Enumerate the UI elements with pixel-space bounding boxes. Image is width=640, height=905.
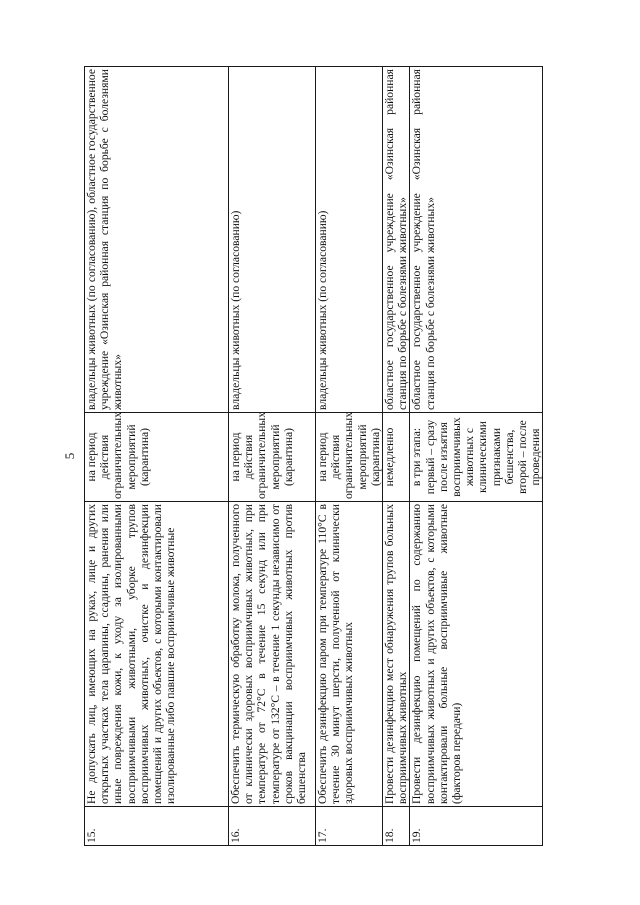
- measure-responsible: владельцы животных (по согласованию), областное государственное учреждение «Озинская районная станция по борьбе с болезнями животных»: [85, 67, 229, 413]
- measure-term: в три этапа: первый – сразу после изъятия восприимчивых животных с клиническими признаками бешенства, второй – после проведения: [410, 413, 543, 502]
- measure-description: Обеспечить дезинфекцию паром при температуре 110°С в течение 30 минут шерсти, полученной от клинически здоровых восприимчивых животных: [316, 502, 383, 807]
- page-number: 5: [62, 452, 77, 460]
- measure-description: Не допускать лиц, имеющих на руках, лице и других открытых участках тела царапины, ссадины, ранения или иные повреждения кожи, к уходу за изолированными восприимчивыми животными, уборке трупов восприимчивых животных, очистке и дезинфекции помещений и других объектов, с которыми контактировали изолированные либо павшие восприимчивые животные: [85, 502, 229, 807]
- row-number: 16.: [229, 807, 316, 846]
- measure-description: Провести дезинфекцию помещений по содержанию восприимчивых животных и других объектов, с которыми контактировали больные восприимчивые животные (факторов передачи): [410, 502, 543, 807]
- table-row: [383, 67, 410, 846]
- measure-responsible: владельцы животных (по согласованию): [229, 67, 316, 413]
- table-row: [85, 67, 229, 846]
- measure-term: немедленно: [383, 413, 410, 502]
- row-number: 15.: [85, 807, 229, 846]
- measure-responsible: областное государственное учреждение «Озинская районная станция по борьбе с болезнями животных»: [410, 67, 543, 413]
- measure-responsible: владельцы животных (по согласованию): [316, 67, 383, 413]
- measure-term: на период действия ограничительных мероприятий (карантина): [85, 413, 229, 502]
- measure-description: Обеспечить термическую обработку молока, полученного от клинически здоровых восприимчивых животных, при температуре от 72°С в течение 15 секунд или при температуре от 132°С – в течение 1 секунды независимо от сроков вакцинации восприимчивых животных против бешенства: [229, 502, 316, 807]
- measure-term: на период действия ограничительных мероприятий (карантина): [229, 413, 316, 502]
- measure-description: Провести дезинфекцию мест обнаружения трупов больных восприимчивых животных: [383, 502, 410, 807]
- row-number: 17.: [316, 807, 383, 846]
- row-number: 18.: [383, 807, 410, 846]
- measure-responsible: областное государственное учреждение «Озинская районная станция по борьбе с болезнями животных»: [383, 67, 410, 413]
- table-row: [410, 67, 543, 846]
- measure-term: на период действия ограничительных мероприятий (карантина): [316, 413, 383, 502]
- row-number: 19.: [410, 807, 543, 846]
- table-row: [316, 67, 383, 846]
- rotated-page-content: [58, 66, 543, 846]
- measures-table: [84, 66, 543, 846]
- table-row: [229, 67, 316, 846]
